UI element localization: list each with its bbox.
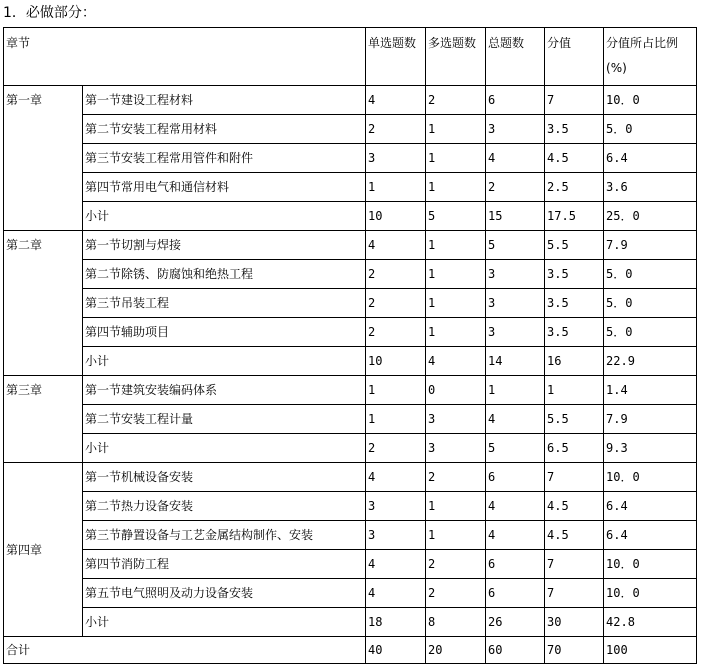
score-value: 2.5 bbox=[545, 173, 604, 202]
single-count: 1 bbox=[366, 376, 426, 405]
section-heading: 1．必做部分： bbox=[3, 5, 96, 21]
score-value: 16 bbox=[545, 347, 604, 376]
score-value: 3.5 bbox=[545, 289, 604, 318]
total-count: 26 bbox=[486, 608, 545, 637]
table-row bbox=[4, 463, 697, 492]
table-row bbox=[4, 521, 697, 550]
score-value: 3.5 bbox=[545, 260, 604, 289]
multi-count: 1 bbox=[426, 231, 486, 260]
section-name: 第四节常用电气和通信材料 bbox=[83, 173, 366, 202]
section-name: 第一节建筑安装编码体系 bbox=[83, 376, 366, 405]
section-name: 小计 bbox=[83, 608, 366, 637]
total-count: 3 bbox=[486, 318, 545, 347]
table-row bbox=[4, 376, 697, 405]
table-row bbox=[4, 405, 697, 434]
multi-count: 1 bbox=[426, 260, 486, 289]
grand-total-label: 合计 bbox=[4, 637, 366, 664]
single-count: 4 bbox=[366, 86, 426, 115]
multi-count: 3 bbox=[426, 434, 486, 463]
section-name: 第四节辅助项目 bbox=[83, 318, 366, 347]
total-count: 4 bbox=[486, 144, 545, 173]
grand-total-multi: 20 bbox=[426, 637, 486, 664]
table-row bbox=[4, 115, 697, 144]
table-row bbox=[4, 260, 697, 289]
score-ratio: 1.4 bbox=[604, 376, 697, 405]
table-row bbox=[4, 289, 697, 318]
total-count: 1 bbox=[486, 376, 545, 405]
multi-count: 2 bbox=[426, 579, 486, 608]
table-row bbox=[4, 579, 697, 608]
header-single-count: 单选题数 bbox=[366, 28, 426, 86]
header-score: 分值 bbox=[545, 28, 604, 86]
section-name: 第五节电气照明及动力设备安装 bbox=[83, 579, 366, 608]
multi-count: 8 bbox=[426, 608, 486, 637]
multi-count: 3 bbox=[426, 405, 486, 434]
section-name: 第二节热力设备安装 bbox=[83, 492, 366, 521]
score-ratio: 25．0 bbox=[604, 202, 697, 231]
table-row bbox=[4, 550, 697, 579]
section-name: 第二节安装工程常用材料 bbox=[83, 115, 366, 144]
score-ratio: 5．0 bbox=[604, 318, 697, 347]
single-count: 3 bbox=[366, 492, 426, 521]
table-row bbox=[4, 231, 697, 260]
score-ratio: 5．0 bbox=[604, 115, 697, 144]
total-count: 6 bbox=[486, 463, 545, 492]
total-count: 3 bbox=[486, 115, 545, 144]
single-count: 2 bbox=[366, 115, 426, 144]
score-value: 7 bbox=[545, 579, 604, 608]
section-name: 第一节建设工程材料 bbox=[83, 86, 366, 115]
score-ratio: 10．0 bbox=[604, 579, 697, 608]
multi-count: 1 bbox=[426, 318, 486, 347]
multi-count: 1 bbox=[426, 289, 486, 318]
section-name: 小计 bbox=[83, 347, 366, 376]
section-name: 第一节机械设备安装 bbox=[83, 463, 366, 492]
score-ratio: 6.4 bbox=[604, 144, 697, 173]
header-multi-count: 多选题数 bbox=[426, 28, 486, 86]
header-chapter-section: 章节 bbox=[4, 28, 366, 86]
total-count: 6 bbox=[486, 86, 545, 115]
score-ratio: 3.6 bbox=[604, 173, 697, 202]
table-row bbox=[4, 492, 697, 521]
total-count: 4 bbox=[486, 521, 545, 550]
section-name: 第四节消防工程 bbox=[83, 550, 366, 579]
total-count: 5 bbox=[486, 434, 545, 463]
score-ratio: 6.4 bbox=[604, 492, 697, 521]
score-ratio: 7.9 bbox=[604, 405, 697, 434]
multi-count: 2 bbox=[426, 550, 486, 579]
total-count: 6 bbox=[486, 550, 545, 579]
table-body bbox=[4, 28, 697, 664]
total-count: 14 bbox=[486, 347, 545, 376]
grand-total-score: 70 bbox=[545, 637, 604, 664]
multi-count: 5 bbox=[426, 202, 486, 231]
total-count: 3 bbox=[486, 260, 545, 289]
chapter-name: 第四章 bbox=[4, 463, 83, 637]
score-value: 5.5 bbox=[545, 231, 604, 260]
score-ratio: 42.8 bbox=[604, 608, 697, 637]
table-row bbox=[4, 144, 697, 173]
total-count: 2 bbox=[486, 173, 545, 202]
score-value: 7 bbox=[545, 86, 604, 115]
score-value: 4.5 bbox=[545, 492, 604, 521]
single-count: 1 bbox=[366, 405, 426, 434]
score-ratio: 5．0 bbox=[604, 289, 697, 318]
single-count: 2 bbox=[366, 434, 426, 463]
grand-total-ratio: 100 bbox=[604, 637, 697, 664]
grand-total-total: 60 bbox=[486, 637, 545, 664]
single-count: 4 bbox=[366, 550, 426, 579]
score-distribution-table bbox=[3, 27, 697, 664]
score-ratio: 9.3 bbox=[604, 434, 697, 463]
section-name: 第三节吊装工程 bbox=[83, 289, 366, 318]
score-value: 6.5 bbox=[545, 434, 604, 463]
multi-count: 0 bbox=[426, 376, 486, 405]
multi-count: 1 bbox=[426, 173, 486, 202]
multi-count: 1 bbox=[426, 115, 486, 144]
chapter-name: 第三章 bbox=[4, 376, 83, 463]
header-score-ratio: 分值所占比例(%) bbox=[604, 28, 697, 86]
header-total-count: 总题数 bbox=[486, 28, 545, 86]
single-count: 3 bbox=[366, 521, 426, 550]
single-count: 10 bbox=[366, 347, 426, 376]
total-count: 4 bbox=[486, 405, 545, 434]
single-count: 2 bbox=[366, 260, 426, 289]
table-row bbox=[4, 318, 697, 347]
total-count: 3 bbox=[486, 289, 545, 318]
score-value: 7 bbox=[545, 463, 604, 492]
single-count: 18 bbox=[366, 608, 426, 637]
score-value: 4.5 bbox=[545, 144, 604, 173]
single-count: 2 bbox=[366, 289, 426, 318]
total-count: 15 bbox=[486, 202, 545, 231]
subtotal-row bbox=[4, 434, 697, 463]
score-value: 5.5 bbox=[545, 405, 604, 434]
score-value: 30 bbox=[545, 608, 604, 637]
section-name: 第三节安装工程常用管件和附件 bbox=[83, 144, 366, 173]
score-value: 7 bbox=[545, 550, 604, 579]
section-name: 小计 bbox=[83, 202, 366, 231]
score-ratio: 10．0 bbox=[604, 550, 697, 579]
table-row bbox=[4, 86, 697, 115]
single-count: 3 bbox=[366, 144, 426, 173]
total-count: 6 bbox=[486, 579, 545, 608]
header-row bbox=[4, 28, 697, 86]
multi-count: 1 bbox=[426, 492, 486, 521]
subtotal-row bbox=[4, 202, 697, 231]
multi-count: 4 bbox=[426, 347, 486, 376]
score-ratio: 10．0 bbox=[604, 463, 697, 492]
single-count: 2 bbox=[366, 318, 426, 347]
single-count: 4 bbox=[366, 463, 426, 492]
chapter-name: 第一章 bbox=[4, 86, 83, 231]
total-count: 5 bbox=[486, 231, 545, 260]
section-name: 小计 bbox=[83, 434, 366, 463]
table-row bbox=[4, 173, 697, 202]
multi-count: 1 bbox=[426, 144, 486, 173]
score-ratio: 5．0 bbox=[604, 260, 697, 289]
section-name: 第二节除锈、防腐蚀和绝热工程 bbox=[83, 260, 366, 289]
score-ratio: 6.4 bbox=[604, 521, 697, 550]
grand-total-row bbox=[4, 637, 697, 664]
multi-count: 2 bbox=[426, 463, 486, 492]
score-ratio: 7.9 bbox=[604, 231, 697, 260]
score-value: 4.5 bbox=[545, 521, 604, 550]
score-ratio: 22.9 bbox=[604, 347, 697, 376]
single-count: 10 bbox=[366, 202, 426, 231]
score-value: 17.5 bbox=[545, 202, 604, 231]
multi-count: 1 bbox=[426, 521, 486, 550]
multi-count: 2 bbox=[426, 86, 486, 115]
chapter-name: 第二章 bbox=[4, 231, 83, 376]
single-count: 4 bbox=[366, 231, 426, 260]
single-count: 1 bbox=[366, 173, 426, 202]
total-count: 4 bbox=[486, 492, 545, 521]
grand-total-single: 40 bbox=[366, 637, 426, 664]
subtotal-row bbox=[4, 347, 697, 376]
section-name: 第一节切割与焊接 bbox=[83, 231, 366, 260]
score-value: 3.5 bbox=[545, 115, 604, 144]
section-name: 第三节静置设备与工艺金属结构制作、安装 bbox=[83, 521, 366, 550]
score-value: 1 bbox=[545, 376, 604, 405]
section-name: 第二节安装工程计量 bbox=[83, 405, 366, 434]
score-value: 3.5 bbox=[545, 318, 604, 347]
single-count: 4 bbox=[366, 579, 426, 608]
score-ratio: 10．0 bbox=[604, 86, 697, 115]
subtotal-row bbox=[4, 608, 697, 637]
